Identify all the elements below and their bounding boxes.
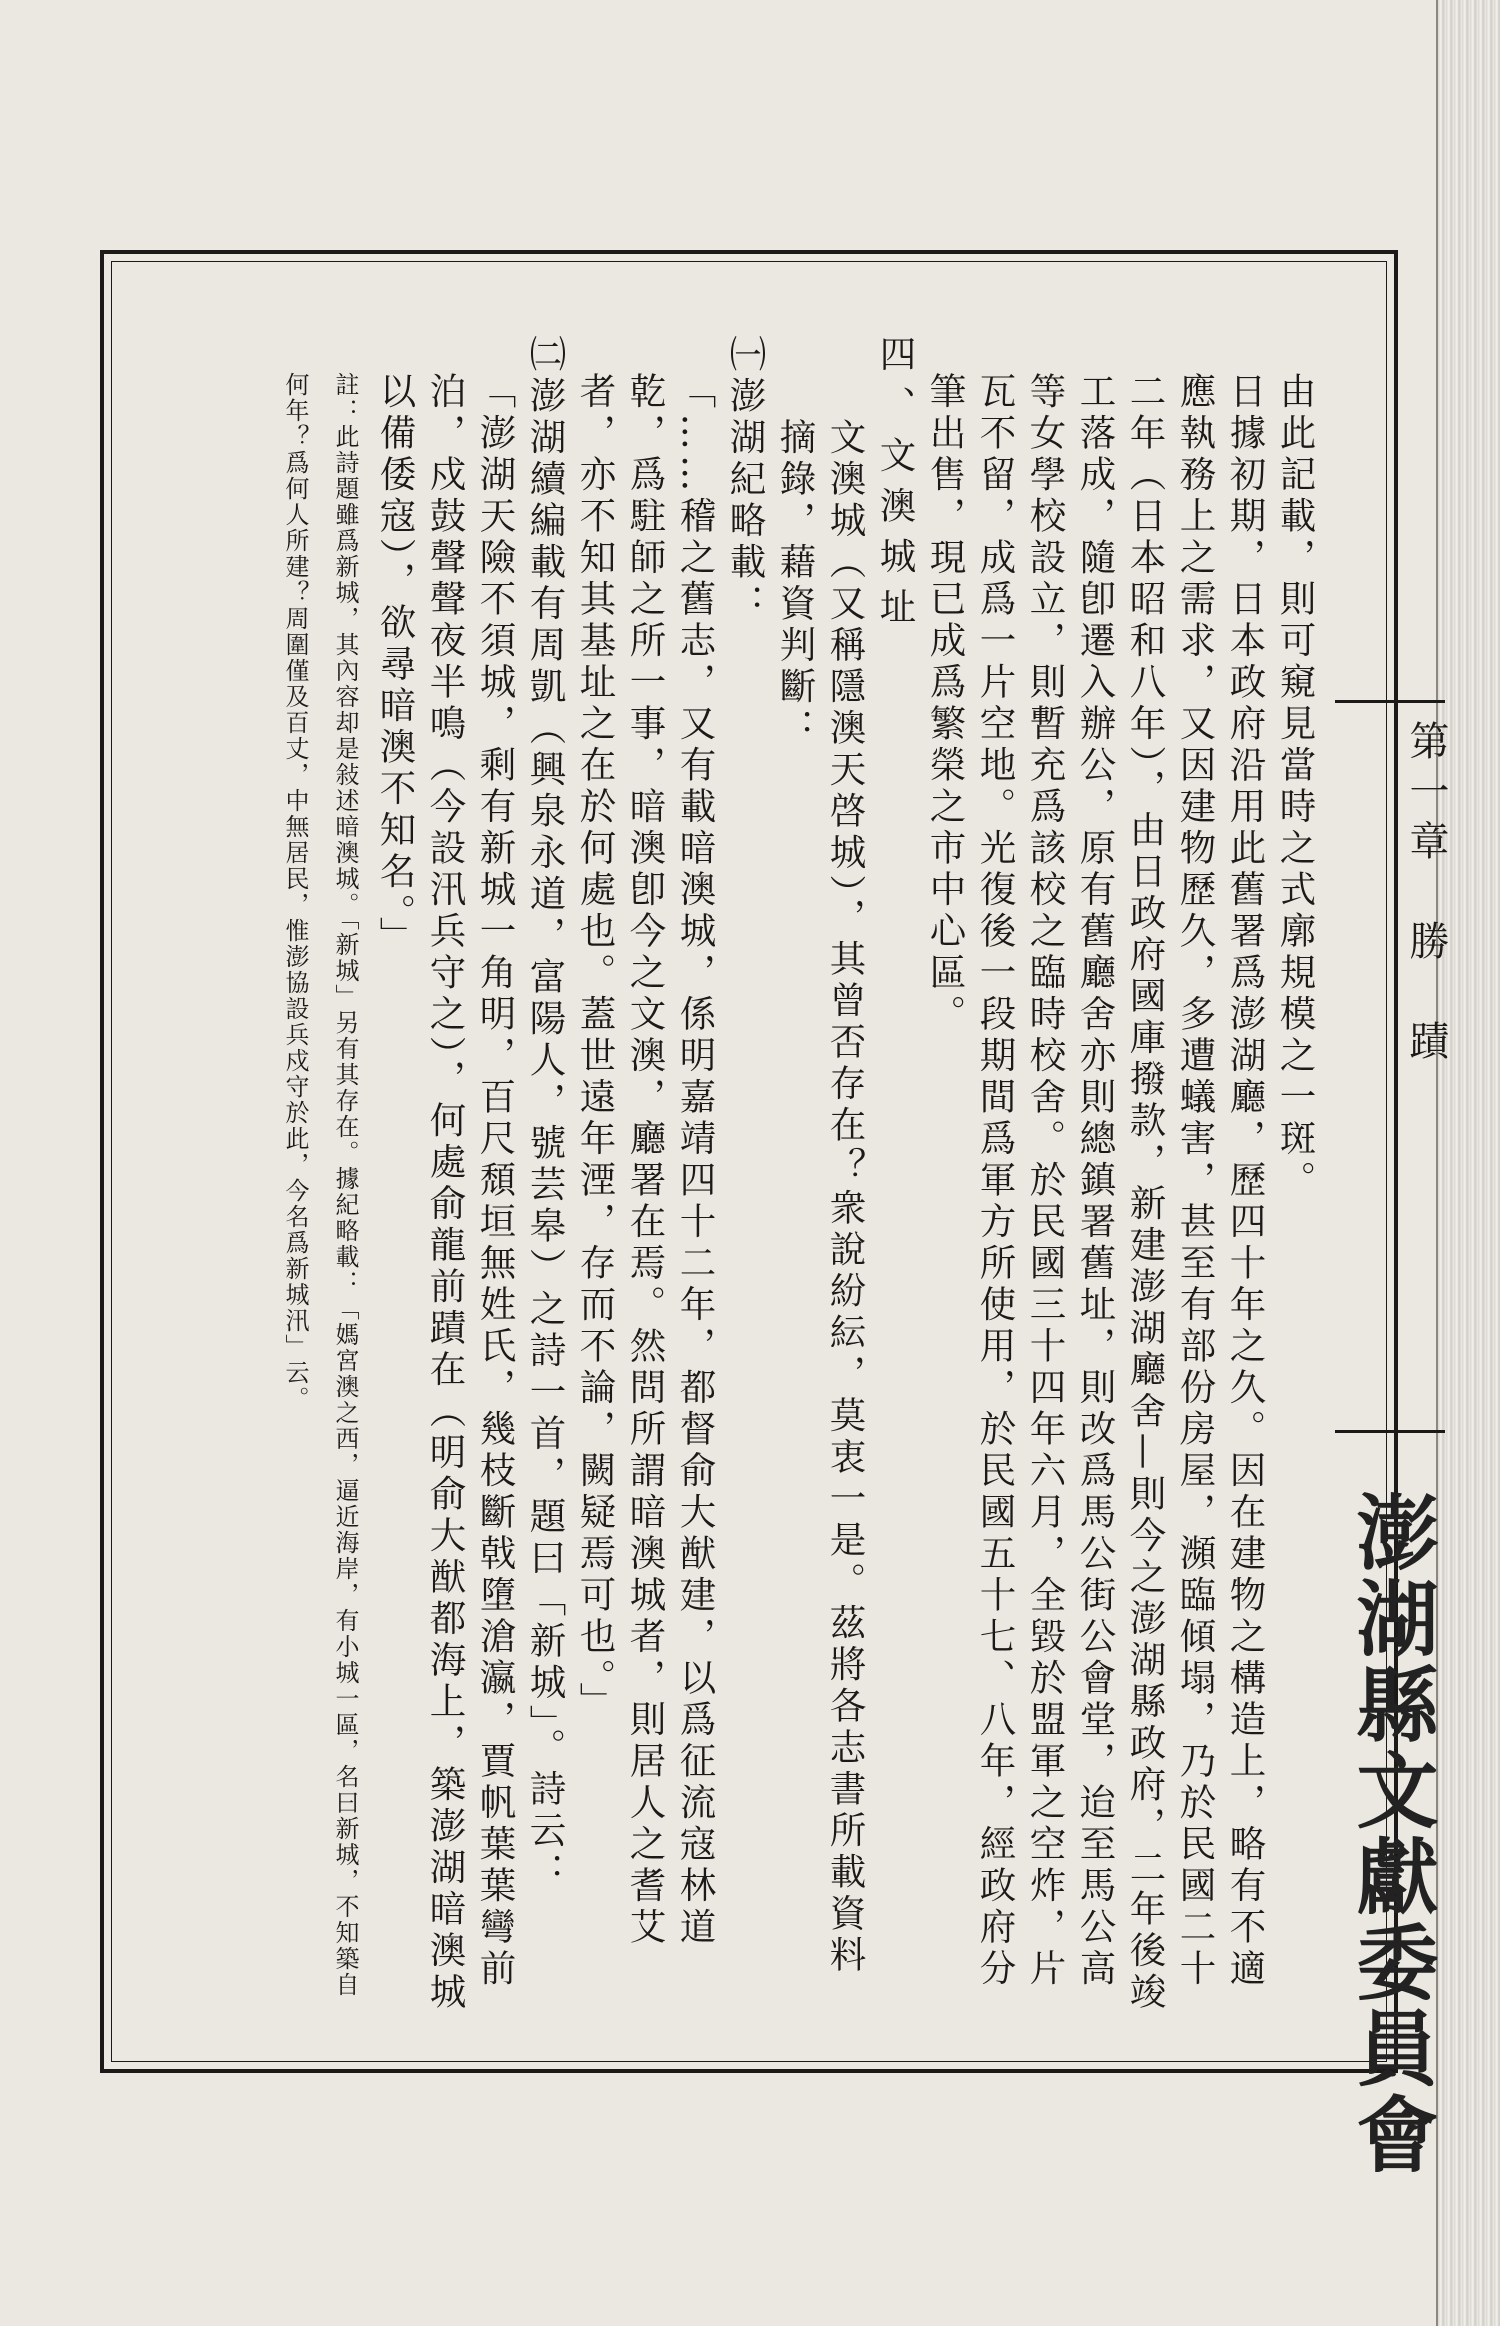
paragraph-japanese-era: 日據初期，日本政府沿用此舊署爲澎湖廳，歷四十年之久。因在建物之構造上，略有不適應執務上之需求，又因建物歷久，多遭蟻害，甚至有部份房屋，瀕臨傾塌，乃於民國二十二年（日本昭和八年），由日政府國庫撥款，新建澎湖廳舍—則今之澎湖縣政府，二年後竣工落成，隨卽遷入辦公，原有舊廳舍亦則總鎮署舊址，則改爲馬公街公會堂，迨至馬公高等女學校設立，則暫充爲該校之臨時校舍。於民國三十四年六月，全毀於盟軍之空炸，片瓦不留，成爲一片空地。光復後一段期間爲軍方所使用，於民國五十七、八年，經政府分筆出售，現已成爲繁榮之市中心區。 <box>924 372 1267 2014</box>
body-text <box>270 335 1320 2015</box>
footnote <box>270 335 370 2015</box>
footnote-text: 此詩題雖爲新城，其內容却是敍述暗澳城。「新城」另有其存在。據紀略載：「媽宮澳之西，逼近海岸，有小城一區，名曰新城，不知築自何年？爲何人所建？周圍僅及百丈，中無居民，惟澎協設兵戍守於此，今名爲新城汛」云。 <box>281 372 359 1998</box>
list-item-1: ㈠澎湖紀略載： <box>724 335 767 626</box>
section-heading: 四、文澳城址 <box>874 335 917 638</box>
footnote-mark: 註： <box>331 372 359 424</box>
list-item-2: ㈡澎湖續編載有周凱（興泉永道，富陽人，號芸皋）之詩一首，題曰「新城」。詩云： <box>524 335 567 1894</box>
running-title: 澎湖縣文獻委員會 <box>1343 1490 1439 2178</box>
paragraph-conclusion: 由此記載，則可窺見當時之式廓規模之一斑。 <box>1274 372 1317 1202</box>
paragraph-wenao-intro: 文澳城（又稱隱澳天啓城），其曾否存在？衆說紛紜，莫衷一是。茲將各志書所載資料摘錄，藉資判斷： <box>774 418 867 1977</box>
chapter-label: 第一章 勝 蹟 <box>1403 720 1449 1070</box>
poem-block: 「澎湖天險不須城，剩有新城一角明，百尺頹垣無姓氏，幾枝斷戟墮滄瀛，賈帆葉葉彎前泊，戍鼓聲聲夜半鳴（今設汛兵守之），何處俞龍前蹟在（明俞大猷都海上，築澎湖暗澳城以備倭寇），欲尋暗澳不知名。」 <box>374 372 517 2014</box>
chapter-divider-bottom <box>1335 1430 1445 1433</box>
chapter-divider-top <box>1335 700 1445 703</box>
quote-block: 「……稽之舊志，又有載暗澳城，係明嘉靖四十二年，都督俞大猷建，以爲征流寇林道乾，爲駐師之所一事，暗澳卽今之文澳，廳署在焉。然問所謂暗澳城者，則居人之耆艾者，亦不知其基址之在於何處也。蓋世遠年湮，存而不論，闕疑焉可也。」 <box>574 372 717 1949</box>
